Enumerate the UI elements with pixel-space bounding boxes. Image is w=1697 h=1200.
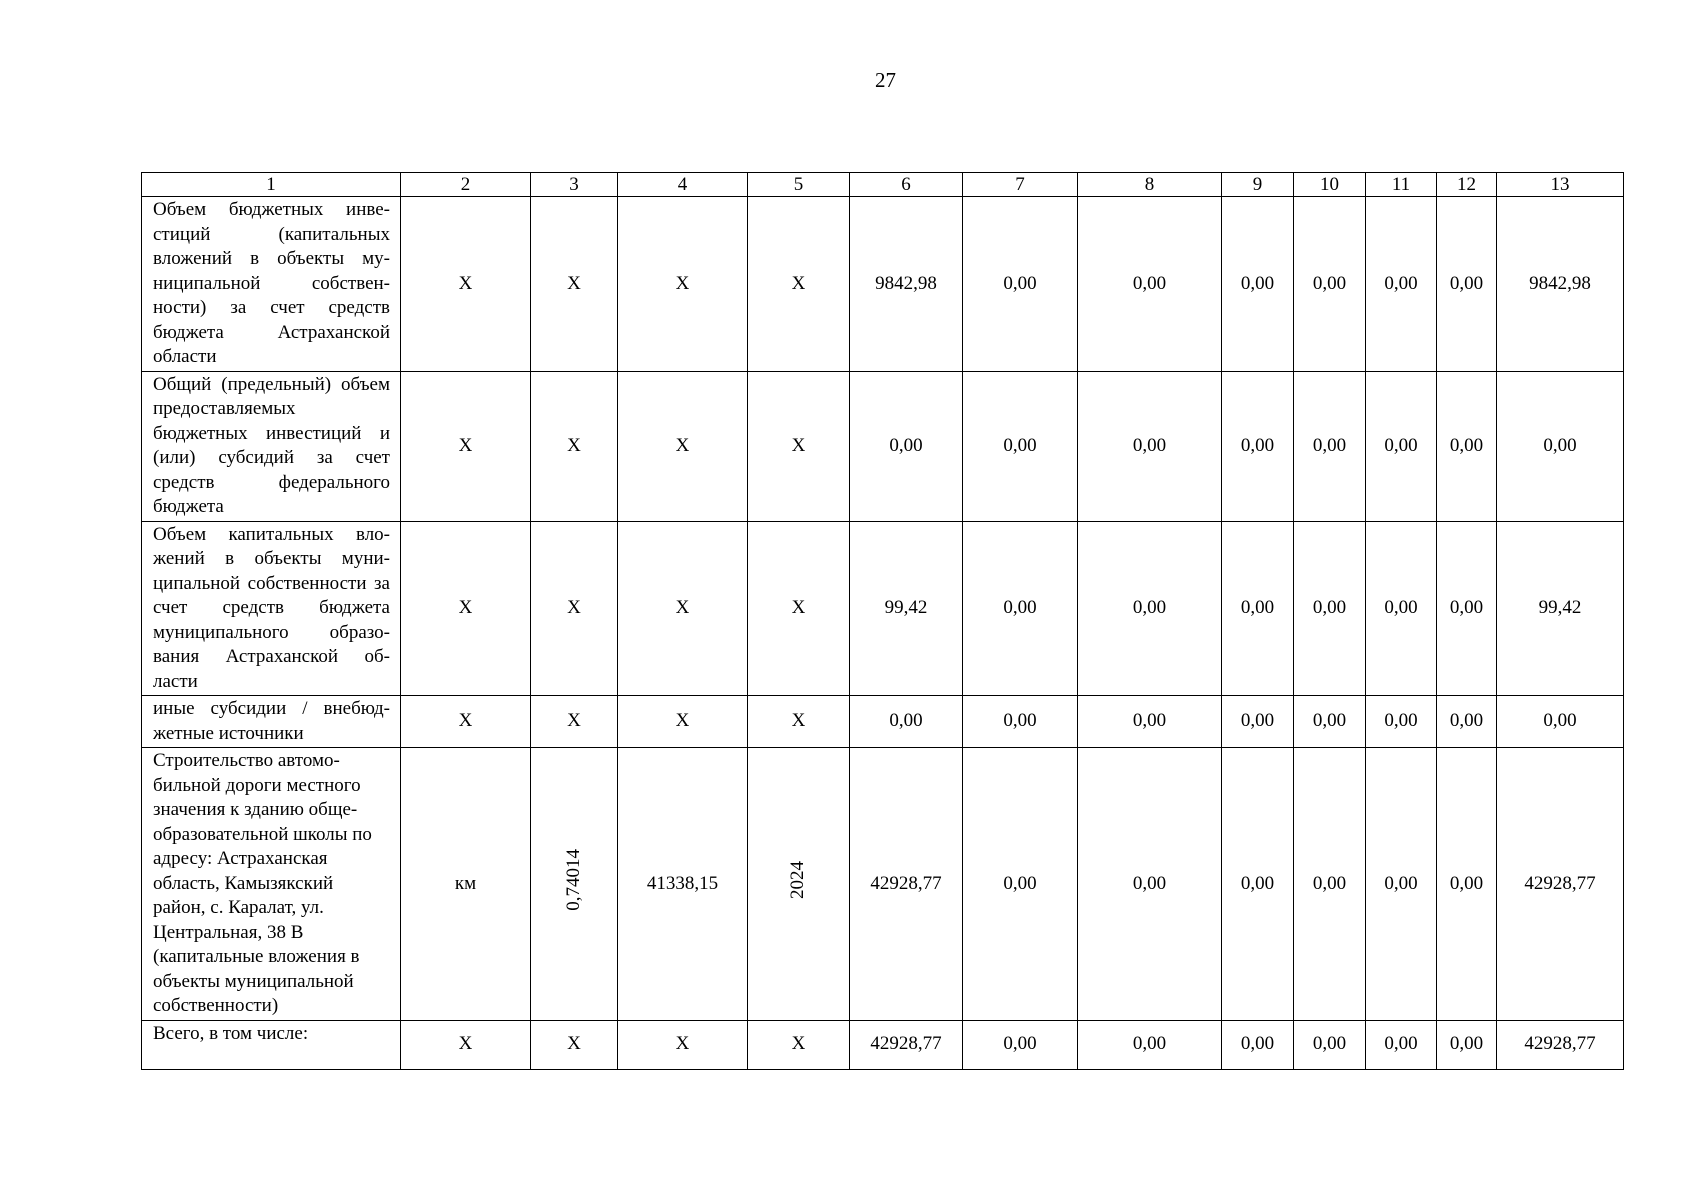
table-row [142,748,1624,1021]
table-cell: Х [531,1020,618,1069]
table-cell: 0,00 [850,696,963,748]
table-cell: 0,00 [1078,748,1222,1021]
table-cell: Х [748,1020,850,1069]
table-row [142,371,1624,521]
table-cell: 42928,77 [1497,1020,1624,1069]
column-header: 12 [1437,173,1497,197]
table-cell: 0,00 [1078,197,1222,372]
table-cell: 0,00 [1078,696,1222,748]
table-cell: 0,00 [1294,521,1366,696]
table-cell: 0,00 [1366,197,1437,372]
table-cell: 9842,98 [850,197,963,372]
table-cell: 0,00 [1222,197,1294,372]
table-cell: 0,00 [1437,371,1497,521]
table-cell: 0,00 [1222,1020,1294,1069]
table-cell: 0,00 [1437,1020,1497,1069]
table-cell: 0,00 [963,197,1078,372]
table-cell [748,748,850,1021]
table-cell: км [401,748,531,1021]
column-header: 1 [142,173,401,197]
table-cell: Х [401,197,531,372]
table-cell: 0,00 [850,371,963,521]
table-cell: Х [531,197,618,372]
table-cell: 0,00 [963,696,1078,748]
vertical-cell-text: 2024 [787,861,809,899]
column-header: 2 [401,173,531,197]
column-header: 11 [1366,173,1437,197]
table-cell: Х [618,521,748,696]
table-cell: 0,00 [1366,1020,1437,1069]
table-cell: 0,00 [1437,696,1497,748]
table-cell: Х [618,197,748,372]
table-cell: 0,00 [1294,371,1366,521]
table-cell: 0,00 [1294,748,1366,1021]
table-row [142,696,1624,748]
table-cell: Х [748,371,850,521]
table-cell: 0,00 [1497,371,1624,521]
table-cell: Х [401,371,531,521]
table-row [142,197,1624,372]
table-cell: 0,00 [1437,748,1497,1021]
table-row [142,1020,1624,1069]
vertical-cell-text: 0,74014 [562,849,584,911]
table-cell: 0,00 [1437,521,1497,696]
table-cell: 0,00 [1366,696,1437,748]
table-cell: 0,00 [1437,197,1497,372]
table-cell: 42928,77 [850,1020,963,1069]
table-cell: 42928,77 [850,748,963,1021]
table-cell: 0,00 [1222,748,1294,1021]
page-number: 27 [875,68,896,92]
table-cell: Х [618,1020,748,1069]
table-cell: 0,00 [1294,696,1366,748]
table-cell: 0,00 [1222,371,1294,521]
column-header: 8 [1078,173,1222,197]
table-cell: 0,00 [1497,696,1624,748]
column-header: 13 [1497,173,1624,197]
table-cell: Х [748,521,850,696]
column-header: 10 [1294,173,1366,197]
table-cell: 0,00 [1078,371,1222,521]
row-label: Объем капитальных вло-жений в объекты муни-ципальной собственности за счет средств бюджета муниципального образо-вания Астраханской об-ласти [142,521,401,696]
table-cell: Х [618,371,748,521]
table-cell: 0,00 [1294,197,1366,372]
table-cell: 0,00 [1294,1020,1366,1069]
table-cell: 0,00 [963,371,1078,521]
column-header: 5 [748,173,850,197]
table-row [142,521,1624,696]
table-cell: 0,00 [1366,371,1437,521]
column-header: 7 [963,173,1078,197]
table-cell: 0,00 [1366,748,1437,1021]
table-cell [531,748,618,1021]
table-cell: 0,00 [963,1020,1078,1069]
column-header: 3 [531,173,618,197]
table-cell: 9842,98 [1497,197,1624,372]
column-header: 4 [618,173,748,197]
table-cell: 0,00 [963,521,1078,696]
row-label: иные субсидии / внебюд-жетные источники [142,696,401,748]
row-label: Строительство автомо-бильной дороги местного значения к зданию обще-образовательной школы по адресу: Астраханская область, Камызякский район, с. Каралат, ул. Центральная, 38 В (капитальные вложения в объекты муниципальной собственности) [142,748,401,1021]
row-label: Общий (предельный) объем предоставляемых бюджетных инвестиций и (или) субсидий за счет средств федерального бюджета [142,371,401,521]
column-header: 9 [1222,173,1294,197]
table-cell: Х [748,696,850,748]
table-cell: Х [401,696,531,748]
table-cell: 0,00 [1222,521,1294,696]
table-cell: Х [748,197,850,372]
table-cell: 0,00 [963,748,1078,1021]
budget-investment-table [141,172,1624,1070]
table-cell: 99,42 [850,521,963,696]
table-cell: 42928,77 [1497,748,1624,1021]
row-label: Всего, в том числе: [142,1020,401,1069]
column-header: 6 [850,173,963,197]
table-cell: Х [401,521,531,696]
table-cell: 0,00 [1078,1020,1222,1069]
table-cell: 99,42 [1497,521,1624,696]
table-cell: 41338,15 [618,748,748,1021]
table-cell: Х [531,696,618,748]
table-cell: Х [618,696,748,748]
table-cell: 0,00 [1366,521,1437,696]
column-number-row [142,173,1624,197]
row-label: Объем бюджетных инве-стиций (капитальных вложений в объекты му-ниципальной собствен-ности) за счет средств бюджета Астраханской области [142,197,401,372]
table-cell: Х [531,521,618,696]
table-cell: Х [531,371,618,521]
table-cell: 0,00 [1222,696,1294,748]
table-cell: Х [401,1020,531,1069]
table-cell: 0,00 [1078,521,1222,696]
